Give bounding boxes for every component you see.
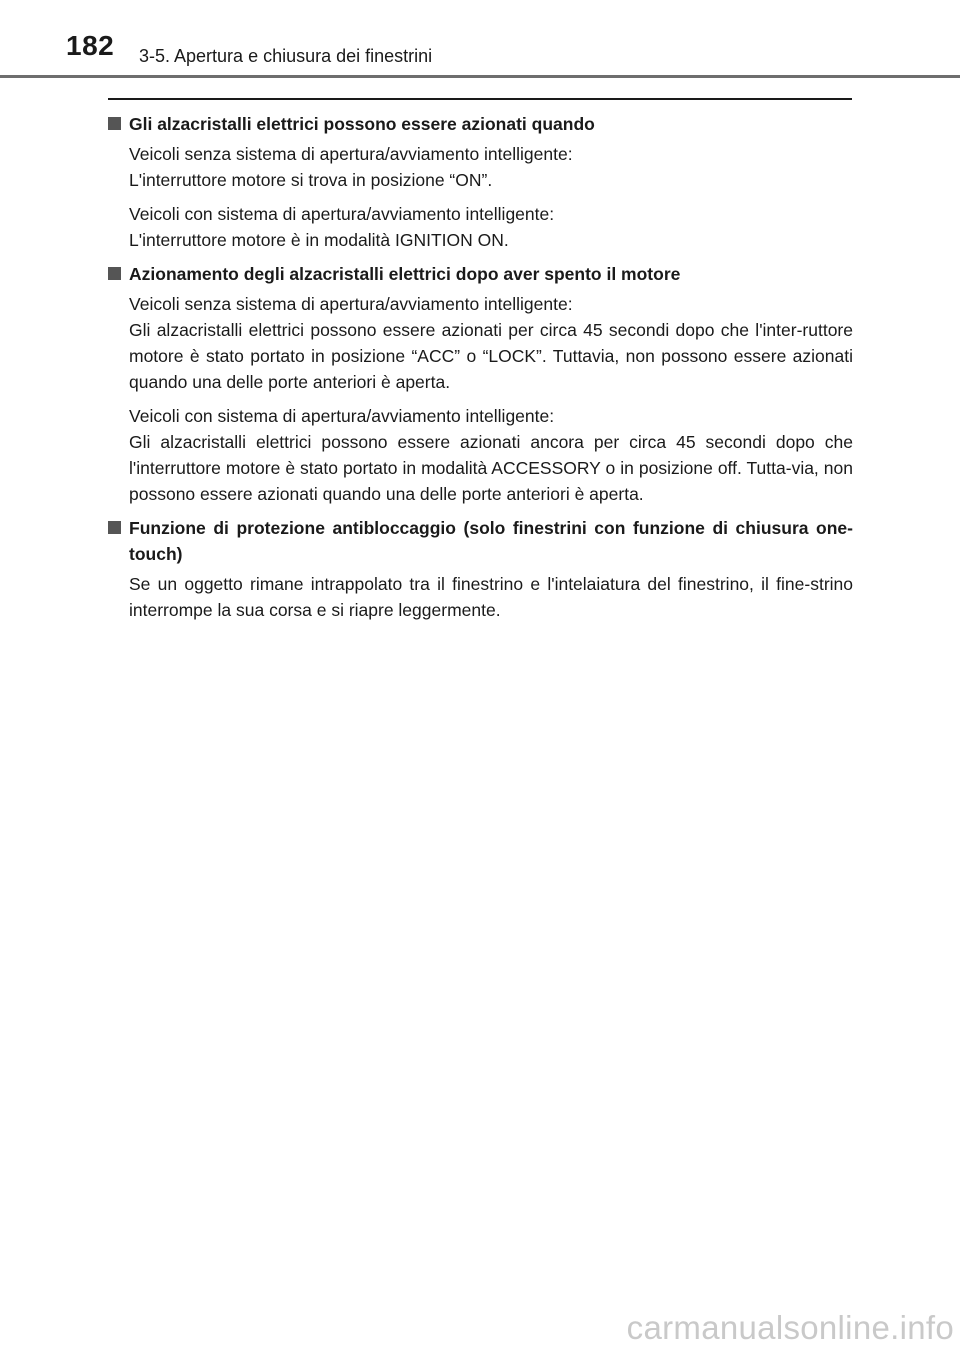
header-rule (0, 75, 960, 78)
paragraph: Veicoli senza sistema di apertura/avviamento intelligente: L'interruttore motore si trova in posizione “ON”. (129, 144, 573, 190)
section-heading: Azionamento degli alzacristalli elettrici dopo aver spento il motore (108, 261, 853, 287)
content-rule (108, 98, 852, 100)
page-header (0, 0, 960, 80)
section-heading: Funzione di protezione antibloccaggio (solo finestrini con funzione di chiusura one-touch) (108, 515, 853, 567)
paragraph: Veicoli senza sistema di apertura/avviamento intelligente: Gli alzacristalli elettrici possono essere azionati per circa 45 secondi dopo che l'inter-ruttore motore è stato portato in posizione “ACC” o “LOCK”. Tuttavia, non possono essere azionati quando una delle porte anteriori è aperta. (129, 294, 853, 392)
page-content (108, 111, 853, 631)
section-after-engine-off (108, 261, 853, 507)
paragraph: Veicoli con sistema di apertura/avviamento intelligente: L'interruttore motore è in modalità IGNITION ON. (129, 204, 555, 250)
square-bullet-icon (108, 117, 121, 130)
square-bullet-icon (108, 521, 121, 534)
watermark: carmanualsonline.info (626, 1309, 954, 1346)
square-bullet-icon (108, 267, 121, 280)
section-jam-protection (108, 515, 853, 623)
paragraph: Veicoli con sistema di apertura/avviamento intelligente: Gli alzacristalli elettrici possono essere azionati ancora per circa 45 secondi dopo che l'interruttore motore è stato portato in modalità ACCESSORY o in posizione off. Tutta-via, non possono essere azionati quando una delle porte anteriori è aperta. (129, 406, 853, 504)
section-power-window-conditions (108, 111, 853, 253)
page-number: 182 (66, 30, 115, 61)
paragraph: Se un oggetto rimane intrappolato tra il finestrino e l'intelaiatura del finestrino, il fine-strino interrompe la sua corsa e si riapre leggermente. (129, 574, 853, 620)
section-title: 3-5. Apertura e chiusura dei finestrini (139, 46, 433, 66)
section-heading: Gli alzacristalli elettrici possono essere azionati quando (108, 111, 853, 137)
